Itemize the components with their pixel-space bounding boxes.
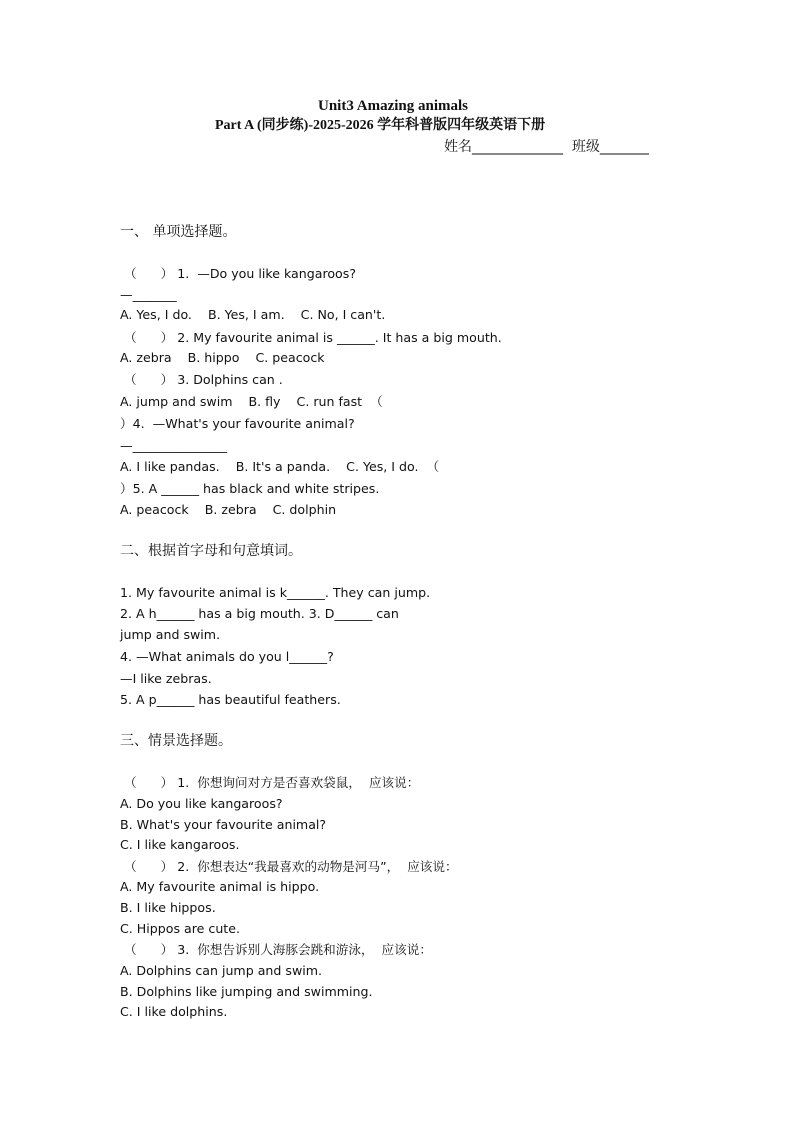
fill-in-line: —I like zebras. <box>120 671 212 686</box>
worksheet-title: Unit3 Amazing animals <box>318 98 469 114</box>
worksheet-subtitle: Part A (同步练)-2025-2026 学年科普版四年级英语下册 <box>215 118 546 133</box>
question-line: （ ） 3. Dolphins can . <box>124 372 283 387</box>
name-class-row: 姓名_____________ 班级_______ <box>444 139 649 155</box>
section1-heading: 一、 单项选择题。 <box>120 224 237 240</box>
fill-in-line: 5. A p______ has beautiful feathers. <box>120 692 341 707</box>
options-line: C. I like kangaroos. <box>120 837 240 852</box>
section2-heading: 二、根据首字母和句意填词。 <box>120 543 302 559</box>
question-line: （ ） 3. 你想告诉别人海豚会跳和游泳， 应该说： <box>124 942 432 957</box>
options-line: A. jump and swim B. fly C. run fast （ <box>120 394 383 409</box>
answer-blank-line: —_______________ <box>120 438 228 453</box>
fill-in-line: 4. —What animals do you l______? <box>120 649 334 664</box>
question-line: （ ） 2. My favourite animal is ______. It has a big mouth. <box>124 330 502 345</box>
options-line: B. Dolphins like jumping and swimming. <box>120 984 373 999</box>
question-line: （ ） 2. 你想表达“我最喜欢的动物是河马”， 应该说： <box>124 859 458 874</box>
options-line: A. My favourite animal is hippo. <box>120 879 320 894</box>
options-line: A. Do you like kangaroos? <box>120 796 283 811</box>
options-line: A. peacock B. zebra C. dolphin <box>120 502 337 517</box>
options-line: C. Hippos are cute. <box>120 921 240 936</box>
fill-in-line: 1. My favourite animal is k______. They can jump. <box>120 585 431 600</box>
options-line: B. I like hippos. <box>120 900 216 915</box>
question-line: （ ） 1. —Do you like kangaroos? <box>124 266 357 281</box>
options-line: B. What's your favourite animal? <box>120 817 327 832</box>
options-line: A. I like pandas. B. It's a panda. C. Yes, I do. （ <box>120 459 440 474</box>
question-line: ）5. A ______ has black and white stripes. <box>120 481 380 496</box>
options-line: A. Yes, I do. B. Yes, I am. C. No, I can't. <box>120 307 386 322</box>
options-line: A. Dolphins can jump and swim. <box>120 963 323 978</box>
question-line: （ ） 1. 你想询问对方是否喜欢袋鼠， 应该说： <box>124 775 420 790</box>
question-line: ）4. —What's your favourite animal? <box>120 416 355 431</box>
section3-heading: 三、情景选择题。 <box>120 733 232 749</box>
options-line: C. I like dolphins. <box>120 1004 228 1019</box>
answer-blank-line: —_______ <box>120 287 177 302</box>
fill-in-line: jump and swim. <box>120 627 221 642</box>
fill-in-line: 2. A h______ has a big mouth. 3. D______ can <box>120 606 399 621</box>
options-line: A. zebra B. hippo C. peacock <box>120 350 325 365</box>
